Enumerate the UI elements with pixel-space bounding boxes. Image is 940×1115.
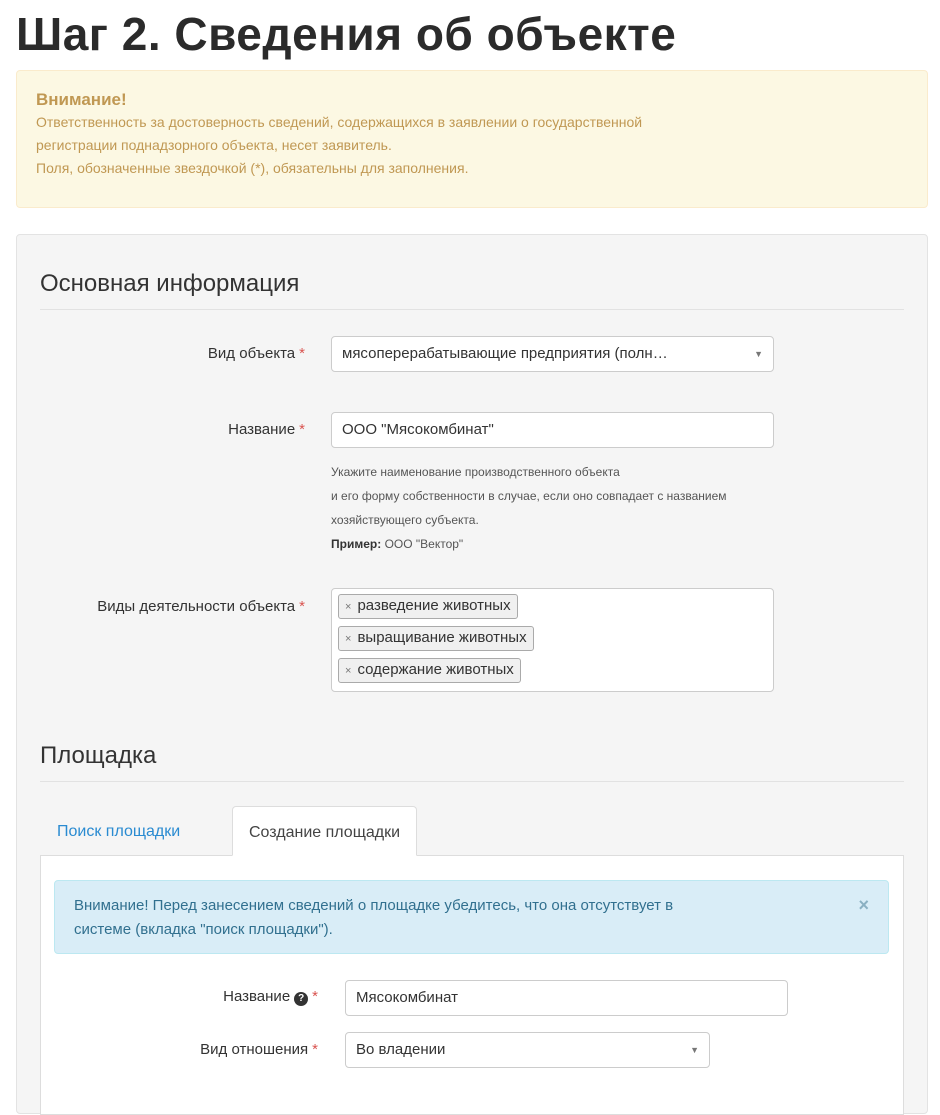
- info-alert: [54, 880, 889, 954]
- chevron-down-icon: ▼: [754, 349, 763, 359]
- remove-tag-icon[interactable]: ×: [345, 601, 352, 613]
- example-value: ООО "Вектор": [384, 537, 464, 551]
- object-type-label: [130, 345, 305, 362]
- example-label: Пример:: [331, 537, 382, 551]
- divider: [40, 309, 904, 310]
- activity-tag[interactable]: [338, 626, 534, 651]
- site-name-value: Мясокомбинат: [356, 989, 458, 1006]
- activity-tag-label: разведение животных: [357, 597, 511, 614]
- name-help-line3: хозяйствующего субъекта.: [331, 513, 479, 527]
- tab-search-site[interactable]: Поиск площадки: [57, 823, 181, 840]
- activity-tag[interactable]: [338, 594, 518, 619]
- name-help-example: [331, 532, 871, 556]
- relation-type-value: Во владении: [356, 1041, 446, 1058]
- close-icon[interactable]: ×: [858, 895, 869, 915]
- required-mark: *: [299, 598, 305, 615]
- activity-tag-label: выращивание животных: [357, 629, 527, 646]
- required-mark: *: [299, 421, 305, 438]
- required-mark: *: [299, 345, 305, 362]
- warning-text-line2: регистрации поднадзорного объекта, несет заявитель.: [36, 137, 392, 153]
- required-mark: *: [312, 1041, 318, 1058]
- activities-multiselect[interactable]: [331, 588, 774, 692]
- name-help-line2: и его форму собственности в случае, если оно совпадает с названием: [331, 489, 727, 503]
- section-title-site: Площадка: [40, 742, 157, 769]
- relation-type-label: [120, 1041, 318, 1058]
- relation-type-select[interactable]: [345, 1032, 710, 1068]
- section-title-main-info: Основная информация: [40, 270, 300, 297]
- warning-alert: [16, 70, 928, 208]
- site-name-label: [120, 988, 318, 1006]
- name-help-text: [331, 460, 871, 556]
- warning-text-line1: Ответственность за достоверность сведений, содержащихся в заявлении о государственной: [36, 114, 643, 130]
- activity-tag-label: содержание животных: [357, 661, 514, 678]
- site-name-label-text: Название: [223, 988, 291, 1005]
- info-alert-line2: системе (вкладка "поиск площадки").: [74, 921, 333, 938]
- help-icon[interactable]: ?: [294, 992, 308, 1006]
- name-input[interactable]: [331, 412, 774, 448]
- info-alert-line1: Внимание! Перед занесением сведений о площадке убедитесь, что она отсутствует в: [74, 897, 674, 914]
- relation-type-label-text: Вид отношения: [200, 1041, 309, 1058]
- required-mark: *: [312, 988, 318, 1005]
- object-type-label-text: Вид объекта: [207, 345, 296, 362]
- page-title: Шаг 2. Сведения об объекте: [16, 8, 677, 60]
- site-name-input[interactable]: [345, 980, 788, 1016]
- name-help-line1: Укажите наименование производственного объекта: [331, 465, 620, 479]
- activity-tag[interactable]: [338, 658, 521, 683]
- activities-label: [40, 598, 305, 615]
- remove-tag-icon[interactable]: ×: [345, 665, 352, 677]
- warning-text-line3: Поля, обозначенные звездочкой (*), обязательны для заполнения.: [36, 160, 469, 176]
- divider: [40, 781, 904, 782]
- activities-label-text: Виды деятельности объекта: [97, 598, 296, 615]
- object-type-select[interactable]: [331, 336, 774, 372]
- tab-create-site[interactable]: Создание площадки: [232, 806, 417, 856]
- warning-heading: Внимание!: [36, 90, 127, 109]
- remove-tag-icon[interactable]: ×: [345, 633, 352, 645]
- name-label-text: Название: [228, 421, 296, 438]
- name-label: [130, 421, 305, 438]
- name-input-value: ООО "Мясокомбинат": [342, 421, 494, 438]
- object-type-value: мясоперерабатывающие предприятия (полн…: [342, 345, 668, 362]
- chevron-down-icon: ▼: [690, 1045, 699, 1055]
